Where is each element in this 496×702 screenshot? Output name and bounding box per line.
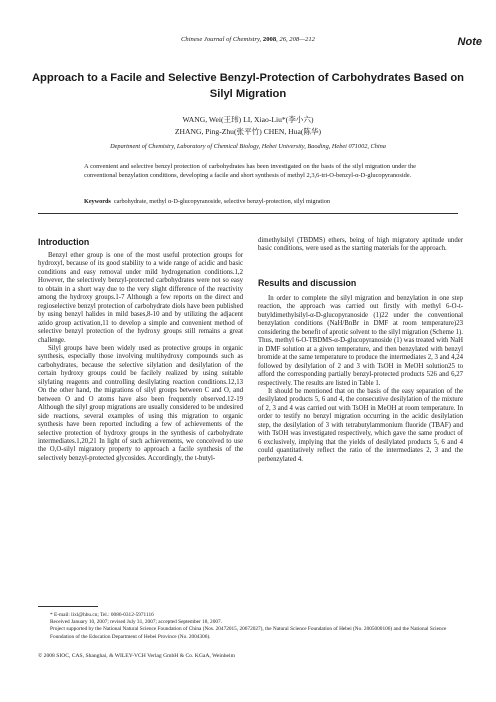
- intro-paragraph-continued: dimethylsilyl (TBDMS) ethers, being of high migratory aptitude under basic conditions, were used as the starting materials for the approach.: [258, 237, 463, 253]
- intro-paragraph-1: Benzyl ether group is one of the most useful protection groups for hydroxyl, because of its good stability to a wide range of acidic and basic conditions and easy removal under mild hydrogenation conditions.1,2 However, the selectively benzyl-protected carbohydrates were not so easy to obtain in a short way due to the very slight difference of the reactivity among the hydroxy groups.1-7 Although a few reports on the direct and regioselective benzyl protection of carbohydrate diols have been published by using benzyl halides in mild bases,8-10 and by utilizing the adjacent azido group activation,11 to develop a simple and convenient method of selective benzyl protection of the hydroxy groups still remains a great challenge.: [38, 252, 243, 344]
- journal-volume-pages: , 26, 208—212: [276, 36, 315, 43]
- footnote: [50, 612, 470, 641]
- introduction-heading: Introduction: [38, 237, 90, 247]
- author-line-2: ZHANG, Ping-Zhu(张平竹) CHEN, Hua(陈华): [174, 127, 322, 136]
- keywords-label: Keywords: [84, 198, 111, 205]
- right-column-top: [258, 237, 463, 254]
- author-line-1: WANG, Wei(王玮) LI, Xiao-Liu*(李小六): [182, 115, 314, 124]
- abstract: A convenient and selective benzyl protection of carbohydrates has been investigated on the basis of the silyl migration under the conventional benzylation conditions, developing a facile and short synthesis of methyl 2,3,6-tri-O-benzyl-α-D-glucopyranoside.: [84, 163, 416, 179]
- left-column: [38, 252, 243, 463]
- results-heading: Results and discussion: [258, 278, 357, 288]
- journal-header: [0, 36, 496, 43]
- results-paragraph-2: It should be mentioned that on the basis of the easy separation of the desilylated products 5, 6 and 4, the consecutive desilylation of the mixture of 2, 3 and 4 was carried out with TsOH in MeOH at room temperature. In order to testify no benzyl migration occurring in the acidic desilylation step, the desilylation of 3 with tetrabutylammonium fluoride (TBAF) and with TsOH was investigated respectively, which gave the same product of 6 exclusively, implying that the yields of desilylated products 5, 6 and 4 could quantitatively reflect the ratio of the intermediates 2, 3 and the perbenzylated 4.: [258, 387, 463, 463]
- results-paragraph-1: In order to complete the silyl migration and benzylation in one step reaction, the approach was carried out firstly with methyl 6-O-t-butyldimethylsilyl-α-D-glucopyranoside (1)22 under the conventional benzylation conditions (NaH/BnBr in DMF at room temperature)23 considering the benefit of aprotic solvent to the silyl migration (Scheme 1). Thus, methyl 6-O-TBDMS-α-D-glucopyranoside (1) was treated with NaH in DMF solution at a given temperature, and then benzylated with benzyl bromide at the same temperature to produce the intermediates 2, 3 and 4,24 followed by desilylation of 2 and 3 with TsOH in MeOH solution25 to afford the corresponding partially benzyl-protected products 526 and 6,27 respectively. The results are listed in Table 1.: [258, 295, 463, 387]
- affiliation: Department of Chemistry, Laboratory of Chemical Biology, Hebei University, Baoding, Hebei 071002, China: [110, 143, 386, 150]
- footnote-email: * E-mail: lixl@hbu.cn; Tel.: 0086-0312-5971116: [50, 612, 154, 618]
- right-column-body: [258, 295, 463, 464]
- footnote-support: Project supported by the National Natural Science Foundation of China (Nos. 20472015, 20672027), the Natural Science Foundation of Hebei (No. 2005000106) and the National Science Foundation of the Education Department of Hebei Province (No. 2004306).: [50, 626, 447, 640]
- header-divider: [38, 213, 458, 214]
- keywords-text: carbohydrate, methyl α-D-glucopyranoside, selective benzyl-protection, silyl migration: [113, 198, 331, 205]
- paper-title: Approach to a Facile and Selective Benzyl-Protection of Carbohydrates Based on Silyl Migration: [31, 72, 465, 100]
- footnote-received: Received January 10, 2007; revised July 31, 2007; accepted September 18, 2007.: [50, 619, 222, 626]
- journal-year: 2008: [262, 36, 277, 43]
- footnote-divider: [38, 606, 98, 607]
- intro-paragraph-2: Silyl groups have been widely used as protective groups in organic synthesis, especially those involving multihydroxy compounds such as carbohydrates, because the selective silylation and desilylation of the certain hydroxy groups could be facilely realized by using suitable silylating reagents and controlling desilylating reaction conditions.12,13 On the other hand, the migrations of silyl groups between C and O, and between O and O atoms have also been frequently observed.12-19 Although the silyl group migrations are usually considered to be undesired side reactions, several examples of using this migration to organic synthesis have been reported including a few of achievements of the selective protection of hydroxy groups in the synthesis of carbohydrate intermediates.1,20,21 In light of such achievements, we conceived to use the O,O-silyl migratory property to approach a facile synthesis of the selectively benzyl-protected glycosides. Accordingly, the t-butyl-: [38, 344, 243, 462]
- keywords: [84, 198, 424, 205]
- journal-name: Chinese Journal of Chemistry,: [181, 36, 262, 43]
- copyright: © 2008 SIOC, CAS, Shanghai, & WILEY-VCH Verlag GmbH & Co. KGaA, Weinheim: [38, 653, 235, 659]
- section-label: Note: [457, 36, 482, 48]
